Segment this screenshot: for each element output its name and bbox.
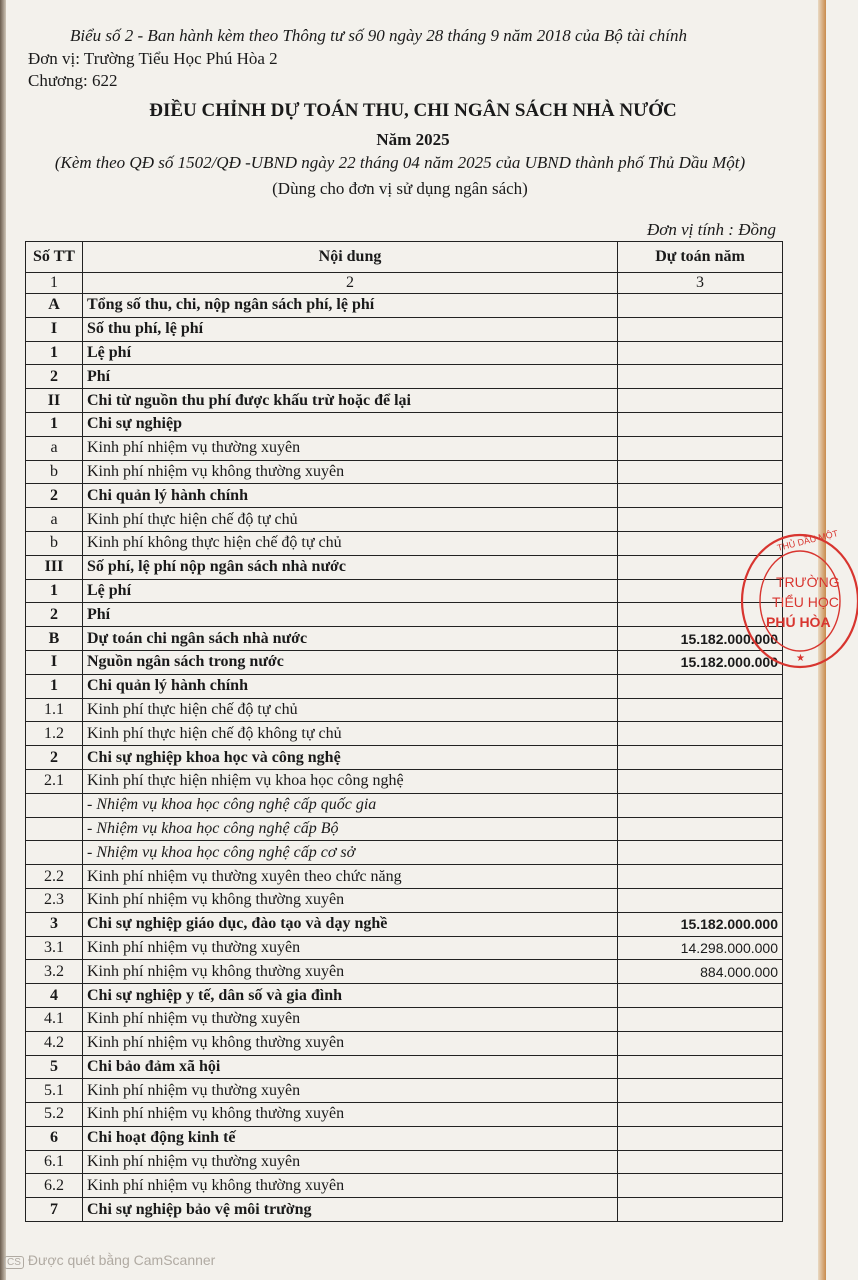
column-index: 2 (83, 273, 618, 294)
row-description: Chi hoạt động kinh tế (83, 1126, 618, 1150)
row-amount (618, 1198, 783, 1222)
row-amount (618, 317, 783, 341)
budget-chapter: Chương: 622 (28, 71, 118, 90)
row-description: Kinh phí thực hiện nhiệm vụ khoa học công nghệ (83, 769, 618, 793)
row-number: 4.1 (26, 1007, 83, 1031)
currency-unit: Đơn vị tính : Đồng (646, 220, 776, 239)
row-description: Kinh phí nhiệm vụ thường xuyên theo chức năng (83, 865, 618, 889)
table-row (26, 412, 783, 436)
row-description: Kinh phí nhiệm vụ không thường xuyên (83, 1174, 618, 1198)
row-amount (618, 484, 783, 508)
row-amount (618, 888, 783, 912)
row-amount (618, 412, 783, 436)
row-number: 2.3 (26, 888, 83, 912)
table-row (26, 793, 783, 817)
row-amount: 15.182.000.000 (618, 627, 783, 651)
row-description: Phí (83, 365, 618, 389)
column-index-row (26, 273, 783, 294)
row-number (26, 817, 83, 841)
row-description: Chi sự nghiệp khoa học và công nghệ (83, 746, 618, 770)
row-number: b (26, 460, 83, 484)
document-year: Năm 2025 (376, 130, 450, 149)
table-row (26, 674, 783, 698)
row-amount (618, 865, 783, 889)
row-number (26, 793, 83, 817)
row-amount (618, 984, 783, 1008)
table-row (26, 436, 783, 460)
row-number: 4.2 (26, 1031, 83, 1055)
row-number: 2 (26, 365, 83, 389)
row-number: B (26, 627, 83, 651)
decision-reference: (Kèm theo QĐ số 1502/QĐ -UBND ngày 22 tháng 04 năm 2025 của UBND thành phố Thủ Dầu Một) (54, 153, 746, 172)
table-row (26, 579, 783, 603)
column-index: 3 (618, 273, 783, 294)
table-row (26, 960, 783, 984)
row-description: Nguồn ngân sách trong nước (83, 650, 618, 674)
row-description: Kinh phí thực hiện chế độ tự chủ (83, 508, 618, 532)
budget-table (25, 241, 783, 1222)
row-number: 6.1 (26, 1150, 83, 1174)
row-description: Chi sự nghiệp giáo dục, đào tạo và dạy nghề (83, 912, 618, 936)
table-row (26, 365, 783, 389)
budget-table-body (26, 294, 783, 1222)
row-amount (618, 674, 783, 698)
row-number: 5.1 (26, 1079, 83, 1103)
row-description: Dự toán chi ngân sách nhà nước (83, 627, 618, 651)
table-row (26, 746, 783, 770)
header-no: Số TT (26, 242, 83, 273)
star-icon: ★ (796, 653, 805, 664)
table-row (26, 650, 783, 674)
row-description: Số phí, lệ phí nộp ngân sách nhà nước (83, 555, 618, 579)
row-amount (618, 365, 783, 389)
header-amount: Dự toán năm (618, 242, 783, 273)
row-description: Kinh phí thực hiện chế độ tự chủ (83, 698, 618, 722)
table-row (26, 936, 783, 960)
table-row (26, 294, 783, 318)
row-number: 5.2 (26, 1103, 83, 1127)
table-row (26, 817, 783, 841)
row-description: Kinh phí nhiệm vụ không thường xuyên (83, 1031, 618, 1055)
row-number: 1 (26, 579, 83, 603)
table-row (26, 1174, 783, 1198)
table-row (26, 1055, 783, 1079)
table-row (26, 389, 783, 413)
row-number: I (26, 317, 83, 341)
row-amount (618, 1007, 783, 1031)
row-description: Kinh phí nhiệm vụ không thường xuyên (83, 460, 618, 484)
row-description: - Nhiệm vụ khoa học công nghệ cấp Bộ (83, 817, 618, 841)
row-amount: 14.298.000.000 (618, 936, 783, 960)
stamp-ring-text: THỦ DẦU MỘT (776, 528, 840, 553)
table-row (26, 555, 783, 579)
row-number: 4 (26, 984, 83, 1008)
row-amount (618, 769, 783, 793)
row-amount (618, 1103, 783, 1127)
row-description: Kinh phí nhiệm vụ không thường xuyên (83, 888, 618, 912)
table-row (26, 460, 783, 484)
stamp-line: TIỂU HỌC (772, 594, 839, 610)
row-amount (618, 1079, 783, 1103)
row-number: a (26, 436, 83, 460)
table-row (26, 984, 783, 1008)
row-amount: 15.182.000.000 (618, 650, 783, 674)
table-row (26, 317, 783, 341)
document-title: ĐIỀU CHỈNH DỰ TOÁN THU, CHI NGÂN SÁCH NHÀ NƯỚC (149, 100, 677, 121)
row-description: Kinh phí nhiệm vụ thường xuyên (83, 436, 618, 460)
table-row (26, 912, 783, 936)
row-amount (618, 508, 783, 532)
row-amount (618, 817, 783, 841)
row-amount (618, 746, 783, 770)
row-amount (618, 698, 783, 722)
column-index: 1 (26, 273, 83, 294)
table-row (26, 1198, 783, 1222)
row-amount (618, 841, 783, 865)
table-row (26, 484, 783, 508)
row-description: Kinh phí nhiệm vụ không thường xuyên (83, 1103, 618, 1127)
row-description: Kinh phí nhiệm vụ không thường xuyên (83, 960, 618, 984)
row-number: 5 (26, 1055, 83, 1079)
scanner-note: Được quét bằng CamScanner (27, 1252, 216, 1268)
row-description: Chi quản lý hành chính (83, 674, 618, 698)
row-description: Kinh phí nhiệm vụ thường xuyên (83, 1079, 618, 1103)
row-description: Chi quản lý hành chính (83, 484, 618, 508)
row-amount (618, 1031, 783, 1055)
row-number: 2 (26, 484, 83, 508)
row-description: Kinh phí nhiệm vụ thường xuyên (83, 936, 618, 960)
row-description: Chi từ nguồn thu phí được khấu trừ hoặc để lại (83, 389, 618, 413)
table-row (26, 865, 783, 889)
stamp-line: PHÚ HÒA (766, 614, 831, 630)
row-amount (618, 722, 783, 746)
table-row (26, 769, 783, 793)
stamp-line: TRƯỜNG (776, 574, 840, 590)
row-description: Chi bảo đảm xã hội (83, 1055, 618, 1079)
table-row (26, 341, 783, 365)
camscanner-icon: CS (4, 1256, 24, 1269)
row-description: Lệ phí (83, 579, 618, 603)
row-number: b (26, 531, 83, 555)
row-description: Lệ phí (83, 341, 618, 365)
table-row (26, 698, 783, 722)
row-number: III (26, 555, 83, 579)
row-description: - Nhiệm vụ khoa học công nghệ cấp quốc gia (83, 793, 618, 817)
row-number: A (26, 294, 83, 318)
row-amount (618, 1150, 783, 1174)
row-amount (618, 1055, 783, 1079)
row-number: 1 (26, 674, 83, 698)
organization-unit: Đơn vị: Trường Tiểu Học Phú Hòa 2 (28, 49, 278, 68)
row-description: Kinh phí không thực hiện chế độ tự chủ (83, 531, 618, 555)
row-number: 2.2 (26, 865, 83, 889)
usage-note: (Dùng cho đơn vị sử dụng ngân sách) (272, 179, 528, 198)
row-amount: 15.182.000.000 (618, 912, 783, 936)
row-description: Số thu phí, lệ phí (83, 317, 618, 341)
row-amount (618, 1126, 783, 1150)
row-amount (618, 436, 783, 460)
table-row (26, 888, 783, 912)
row-amount (618, 793, 783, 817)
table-row (26, 531, 783, 555)
row-amount (618, 294, 783, 318)
row-number: 7 (26, 1198, 83, 1222)
row-number: 1.2 (26, 722, 83, 746)
row-number: a (26, 508, 83, 532)
row-number: 6.2 (26, 1174, 83, 1198)
row-amount (618, 341, 783, 365)
row-number: II (26, 389, 83, 413)
row-description: Kinh phí thực hiện chế độ không tự chủ (83, 722, 618, 746)
table-row (26, 508, 783, 532)
table-row (26, 1150, 783, 1174)
table-row (26, 1007, 783, 1031)
table-row (26, 841, 783, 865)
official-stamp (738, 528, 858, 671)
row-number: 2 (26, 746, 83, 770)
table-row (26, 603, 783, 627)
row-description: Chi sự nghiệp (83, 412, 618, 436)
row-number: 3.2 (26, 960, 83, 984)
row-description: Chi sự nghiệp bảo vệ môi trường (83, 1198, 618, 1222)
row-description: Phí (83, 603, 618, 627)
row-amount (618, 1174, 783, 1198)
table-row (26, 1079, 783, 1103)
row-number: 1 (26, 341, 83, 365)
row-amount: 884.000.000 (618, 960, 783, 984)
row-number: 3.1 (26, 936, 83, 960)
header-content: Nội dung (83, 242, 618, 273)
form-reference: Biểu số 2 - Ban hành kèm theo Thông tư số 90 ngày 28 tháng 9 năm 2018 của Bộ tài chính (70, 26, 687, 45)
table-row (26, 1103, 783, 1127)
table-row (26, 627, 783, 651)
row-description: Kinh phí nhiệm vụ thường xuyên (83, 1007, 618, 1031)
table-header-row (26, 242, 783, 273)
row-description: - Nhiệm vụ khoa học công nghệ cấp cơ sở (83, 841, 618, 865)
table-row (26, 1126, 783, 1150)
row-number: 1.1 (26, 698, 83, 722)
row-number: 1 (26, 412, 83, 436)
row-number: 2.1 (26, 769, 83, 793)
row-number (26, 841, 83, 865)
row-number: 3 (26, 912, 83, 936)
row-description: Kinh phí nhiệm vụ thường xuyên (83, 1150, 618, 1174)
row-number: 6 (26, 1126, 83, 1150)
row-amount (618, 389, 783, 413)
row-number: 2 (26, 603, 83, 627)
scanner-watermark (4, 1252, 215, 1269)
row-description: Chi sự nghiệp y tế, dân số và gia đình (83, 984, 618, 1008)
row-description: Tổng số thu, chi, nộp ngân sách phí, lệ phí (83, 294, 618, 318)
row-number: I (26, 650, 83, 674)
table-row (26, 722, 783, 746)
row-amount (618, 460, 783, 484)
table-row (26, 1031, 783, 1055)
